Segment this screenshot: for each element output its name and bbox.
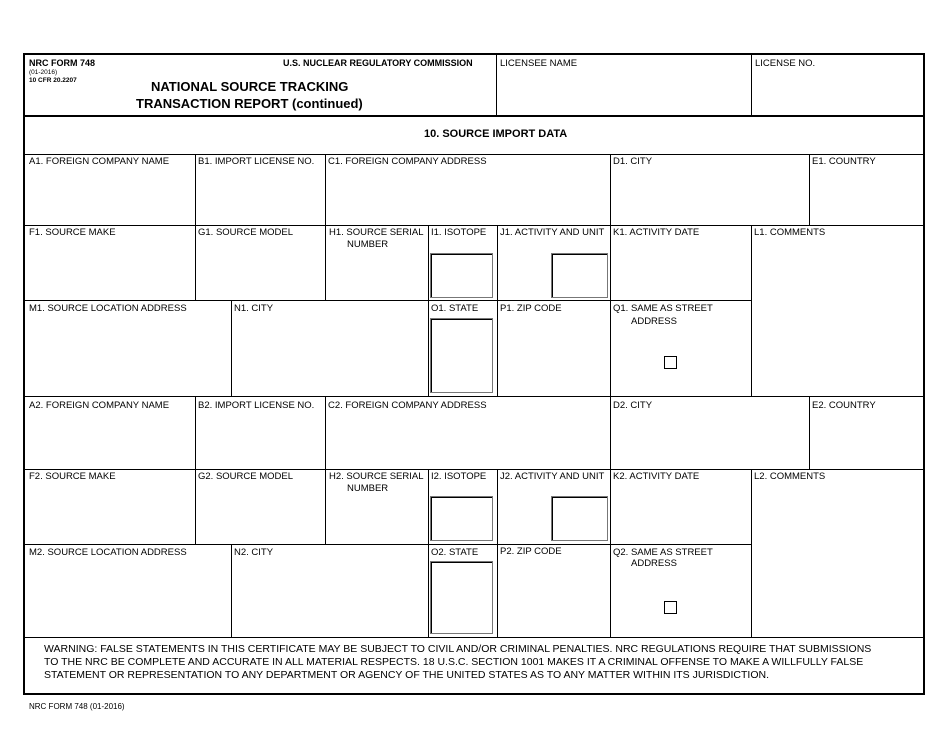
- grid-line: [325, 396, 326, 469]
- foreign-company-address-field[interactable]: [328, 414, 607, 466]
- grid-line: [751, 225, 752, 396]
- grid-line: [610, 225, 611, 396]
- grid-line: [325, 154, 326, 225]
- same-as-street-label: Q2. SAME AS STREET: [613, 547, 713, 558]
- import-license-label: B2. IMPORT LICENSE NO.: [198, 400, 315, 411]
- footer-form-id: NRC FORM 748 (01-2016): [29, 702, 125, 711]
- foreign-company-name-field[interactable]: [28, 414, 192, 466]
- foreign-company-name-field[interactable]: [28, 170, 192, 222]
- grid-line: [24, 396, 925, 397]
- header-bottom-rule: [24, 115, 925, 117]
- activity-unit-field[interactable]: [551, 253, 608, 298]
- warning-line2: TO THE NRC BE COMPLETE AND ACCURATE IN ALL MATERIAL RESPECTS. 18 U.S.C. SECTION 1001 MAKES IT A CRIMINAL OFFENSE TO MAKE A WILLFULLY FALSE: [44, 656, 864, 668]
- same-as-street-checkbox[interactable]: [664, 356, 677, 369]
- import-license-label: B1. IMPORT LICENSE NO.: [198, 156, 315, 167]
- grid-line: [751, 469, 752, 637]
- grid-line: [24, 225, 925, 226]
- source-make-label: F1. SOURCE MAKE: [29, 227, 116, 238]
- comments-field[interactable]: [754, 241, 922, 393]
- location-address-field[interactable]: [28, 561, 228, 634]
- header-divider-2: [751, 54, 752, 115]
- grid-line: [231, 300, 232, 396]
- activity-date-field[interactable]: [613, 241, 748, 297]
- city-field[interactable]: [613, 414, 806, 466]
- same-as-street-label: Q1. SAME AS STREET: [613, 303, 713, 314]
- grid-line: [809, 396, 810, 469]
- source-make-label: F2. SOURCE MAKE: [29, 471, 116, 482]
- country-field[interactable]: [812, 170, 922, 222]
- zip-label: P1. ZIP CODE: [500, 303, 562, 314]
- foreign-company-name-label: A1. FOREIGN COMPANY NAME: [29, 156, 170, 167]
- source-model-label: G1. SOURCE MODEL: [198, 227, 294, 238]
- grid-line: [24, 637, 925, 638]
- activity-unit-label: J2. ACTIVITY AND UNIT: [500, 471, 605, 482]
- state-label: O2. STATE: [431, 547, 479, 558]
- source-make-field[interactable]: [28, 485, 192, 541]
- zip-field[interactable]: [500, 561, 607, 634]
- form-title-line1: NATIONAL SOURCE TRACKING: [151, 79, 349, 94]
- grid-line: [428, 469, 429, 637]
- same-as-street-label-2: ADDRESS: [631, 316, 677, 327]
- grid-line: [497, 469, 498, 637]
- grid-line: [325, 469, 326, 544]
- isotope-field[interactable]: [430, 253, 493, 298]
- licensee-name-field[interactable]: [500, 72, 746, 112]
- grid-line: [24, 544, 751, 545]
- form-cfr: 10 CFR 20.2207: [29, 77, 77, 84]
- source-model-field[interactable]: [198, 485, 322, 541]
- source-model-field[interactable]: [198, 241, 322, 297]
- comments-label: L2. COMMENTS: [754, 471, 826, 482]
- warning-line1: WARNING: FALSE STATEMENTS IN THIS CERTIFICATE MAY BE SUBJECT TO CIVIL AND/OR CRIMINAL PENALTIES. NRC REGULATIONS REQUIRE THAT SUBMISSIONS: [44, 643, 872, 655]
- country-label: E1. COUNTRY: [812, 156, 876, 167]
- source-make-field[interactable]: [28, 241, 192, 297]
- grid-line: [195, 396, 196, 469]
- foreign-company-address-field[interactable]: [328, 170, 607, 222]
- location-address-field[interactable]: [28, 317, 228, 393]
- grid-line: [24, 300, 751, 301]
- country-label: E2. COUNTRY: [812, 400, 876, 411]
- grid-line: [231, 544, 232, 637]
- state-label: O1. STATE: [431, 303, 479, 314]
- location-address-label: M1. SOURCE LOCATION ADDRESS: [29, 303, 187, 314]
- warning-line3: STATEMENT OR REPRESENTATION TO ANY DEPARTMENT OR AGENCY OF THE UNITED STATES AS TO ANY MATTER WITHIN ITS JURISDICTION.: [44, 669, 769, 681]
- source-model-label: G2. SOURCE MODEL: [198, 471, 294, 482]
- grid-line: [24, 469, 925, 470]
- grid-line: [610, 469, 611, 637]
- comments-field[interactable]: [754, 485, 922, 634]
- grid-line: [610, 154, 611, 225]
- license-no-label: LICENSE NO.: [755, 58, 816, 69]
- location-city-field[interactable]: [234, 561, 425, 634]
- country-field[interactable]: [812, 414, 922, 466]
- zip-label: P2. ZIP CODE: [500, 546, 562, 557]
- grid-line: [325, 225, 326, 300]
- isotope-field[interactable]: [430, 496, 493, 541]
- import-license-field[interactable]: [198, 414, 322, 466]
- city-field[interactable]: [613, 170, 806, 222]
- licensee-name-label: LICENSEE NAME: [500, 58, 578, 69]
- isotope-label: I2. ISOTOPE: [431, 471, 487, 482]
- location-city-field[interactable]: [234, 317, 425, 393]
- state-field[interactable]: [430, 561, 493, 634]
- activity-date-label: K2. ACTIVITY DATE: [613, 471, 700, 482]
- city-label: D1. CITY: [613, 156, 653, 167]
- grid-line: [195, 154, 196, 225]
- grid-line: [497, 225, 498, 396]
- form-title-line2: TRANSACTION REPORT (continued): [136, 96, 363, 111]
- isotope-label: I1. ISOTOPE: [431, 227, 487, 238]
- form-number: NRC FORM 748: [29, 58, 96, 68]
- foreign-company-address-label: C2. FOREIGN COMPANY ADDRESS: [328, 400, 487, 411]
- activity-date-label: K1. ACTIVITY DATE: [613, 227, 700, 238]
- comments-label: L1. COMMENTS: [754, 227, 826, 238]
- location-city-label: N1. CITY: [234, 303, 274, 314]
- grid-line: [428, 225, 429, 396]
- foreign-company-address-label: C1. FOREIGN COMPANY ADDRESS: [328, 156, 487, 167]
- location-address-label: M2. SOURCE LOCATION ADDRESS: [29, 547, 187, 558]
- grid-line: [610, 396, 611, 469]
- activity-unit-label: J1. ACTIVITY AND UNIT: [500, 227, 605, 238]
- grid-line: [195, 225, 196, 300]
- activity-unit-field[interactable]: [551, 496, 608, 541]
- form-revision: (01-2016): [29, 69, 58, 76]
- grid-line: [809, 154, 810, 225]
- section-title: 10. SOURCE IMPORT DATA: [424, 128, 568, 140]
- section-title-rule: [24, 154, 925, 155]
- zip-field[interactable]: [500, 317, 607, 393]
- source-serial-field[interactable]: [328, 252, 425, 297]
- source-serial-label: H2. SOURCE SERIAL: [329, 471, 424, 482]
- same-as-street-label-2: ADDRESS: [631, 558, 677, 569]
- agency-name: U.S. NUCLEAR REGULATORY COMMISSION: [283, 58, 473, 68]
- source-serial-field[interactable]: [328, 496, 425, 541]
- same-as-street-checkbox[interactable]: [664, 601, 677, 614]
- foreign-company-name-label: A2. FOREIGN COMPANY NAME: [29, 400, 170, 411]
- import-license-field[interactable]: [198, 170, 322, 222]
- source-serial-label-2: NUMBER: [347, 239, 389, 250]
- activity-date-field[interactable]: [613, 485, 748, 541]
- license-no-field[interactable]: [755, 72, 920, 112]
- grid-line: [195, 469, 196, 544]
- source-serial-label-2: NUMBER: [347, 483, 389, 494]
- state-field[interactable]: [430, 318, 493, 393]
- location-city-label: N2. CITY: [234, 547, 274, 558]
- header-divider: [496, 54, 497, 115]
- source-serial-label: H1. SOURCE SERIAL: [329, 227, 424, 238]
- city-label: D2. CITY: [613, 400, 653, 411]
